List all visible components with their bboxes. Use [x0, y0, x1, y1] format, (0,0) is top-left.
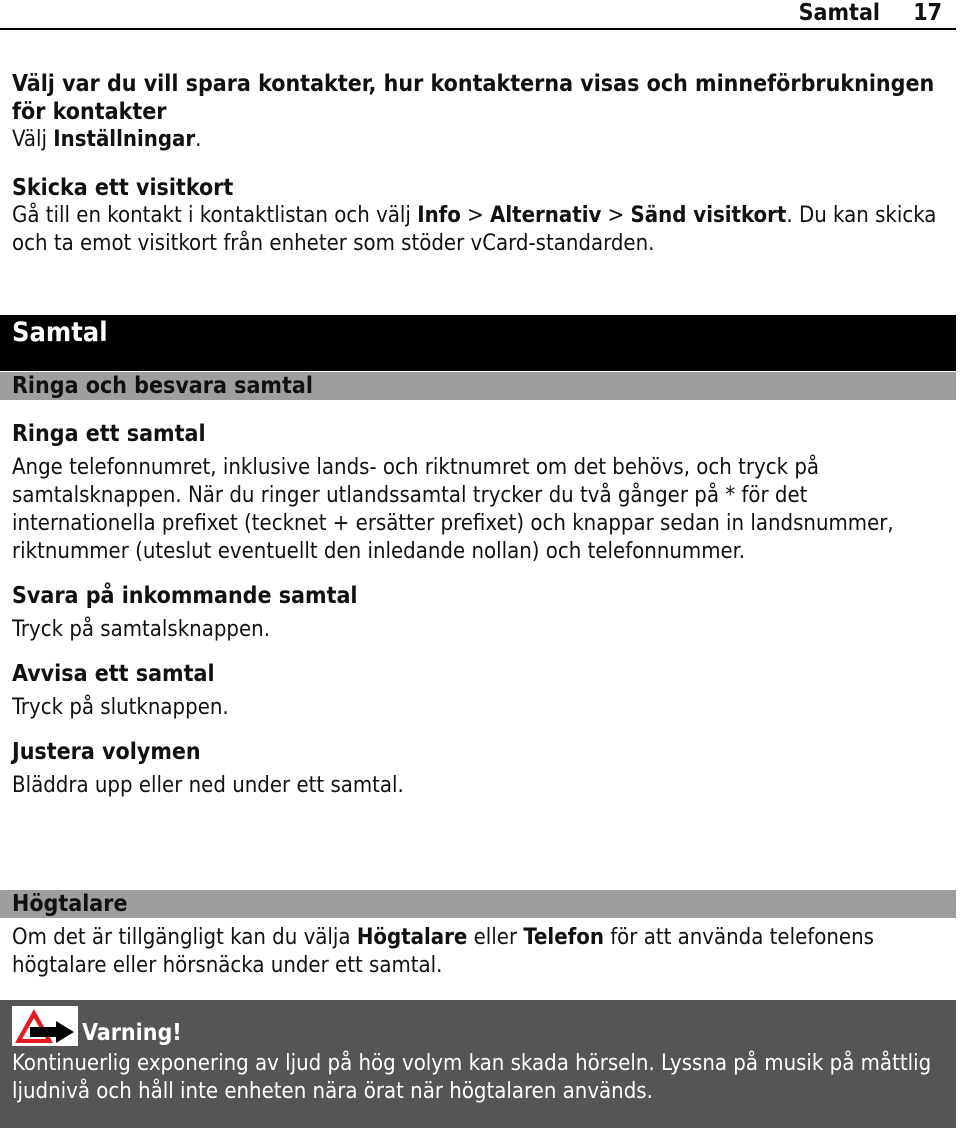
info-menu-label: Info [417, 203, 461, 228]
chapter-bar [0, 315, 956, 371]
section-bar-speaker [0, 890, 956, 918]
section-title-speaker: Högtalare [12, 891, 128, 917]
speaker-text: Om det är tillgängligt kan du välja Högtalare eller Telefon för att använda telefonens högtalare eller hörsnäcka under ett samtal. [12, 925, 874, 978]
section-title-call: Ringa och besvara samtal [12, 373, 313, 399]
call-section [12, 420, 952, 800]
dial-heading: Ringa ett samtal [12, 421, 206, 447]
reject-text: Tryck på slutknappen. [12, 695, 229, 720]
card-text: Gå till en kontakt i kontaktlistan och välj Info > Alternativ > Sänd visitkort. Du kan skicka och ta emot visitkort från enheter som stöder vCard-standarden. [12, 203, 937, 256]
speaker-section [12, 924, 952, 980]
running-title: Samtal [798, 0, 880, 26]
section-bar-call [0, 372, 956, 400]
speaker-option-label: Högtalare [356, 925, 468, 950]
card-heading: Skicka ett visitkort [12, 175, 234, 201]
warning-box [0, 1000, 956, 1128]
warning-title: Varning! [82, 1020, 182, 1046]
volume-heading: Justera volymen [12, 739, 201, 765]
page-header [0, 0, 956, 30]
send-card-menu-label: Sänd visitkort [630, 203, 787, 228]
warning-hand-icon [12, 1006, 78, 1046]
contacts-heading: Välj var du vill spara kontakter, hur kontakterna visas och minneförbrukningen för kontakter [12, 71, 935, 125]
chapter-title: Samtal [12, 317, 108, 348]
reject-heading: Avvisa ett samtal [12, 661, 215, 687]
answer-text: Tryck på samtalsknappen. [12, 617, 271, 642]
warning-text: Kontinuerlig exponering av ljud på hög volym kan skada hörseln. Lyssna på musik på måttlig ljudnivå och håll inte enheten nära örat när högtalaren används. [12, 1051, 932, 1104]
volume-text: Bläddra upp eller ned under ett samtal. [12, 773, 404, 798]
settings-menu-label: Inställningar [53, 127, 196, 152]
intro-section [12, 70, 952, 258]
contacts-text: Välj Inställningar. [12, 127, 202, 152]
phone-option-label: Telefon [523, 925, 604, 950]
page-number: 17 [913, 0, 942, 26]
alternativ-menu-label: Alternativ [490, 203, 602, 228]
dial-text: Ange telefonnumret, inklusive lands- och riktnumret om det behövs, och tryck på samtalsknappen. När du ringer utlandssamtal trycker du två gånger på * för det internationella prefixet (tecknet + ersätter prefixet) och knappar sedan in landsnummer, riktnummer (uteslut eventuellt den inledande nollan) och telefonnummer. [12, 455, 894, 564]
answer-heading: Svara på inkommande samtal [12, 583, 358, 609]
